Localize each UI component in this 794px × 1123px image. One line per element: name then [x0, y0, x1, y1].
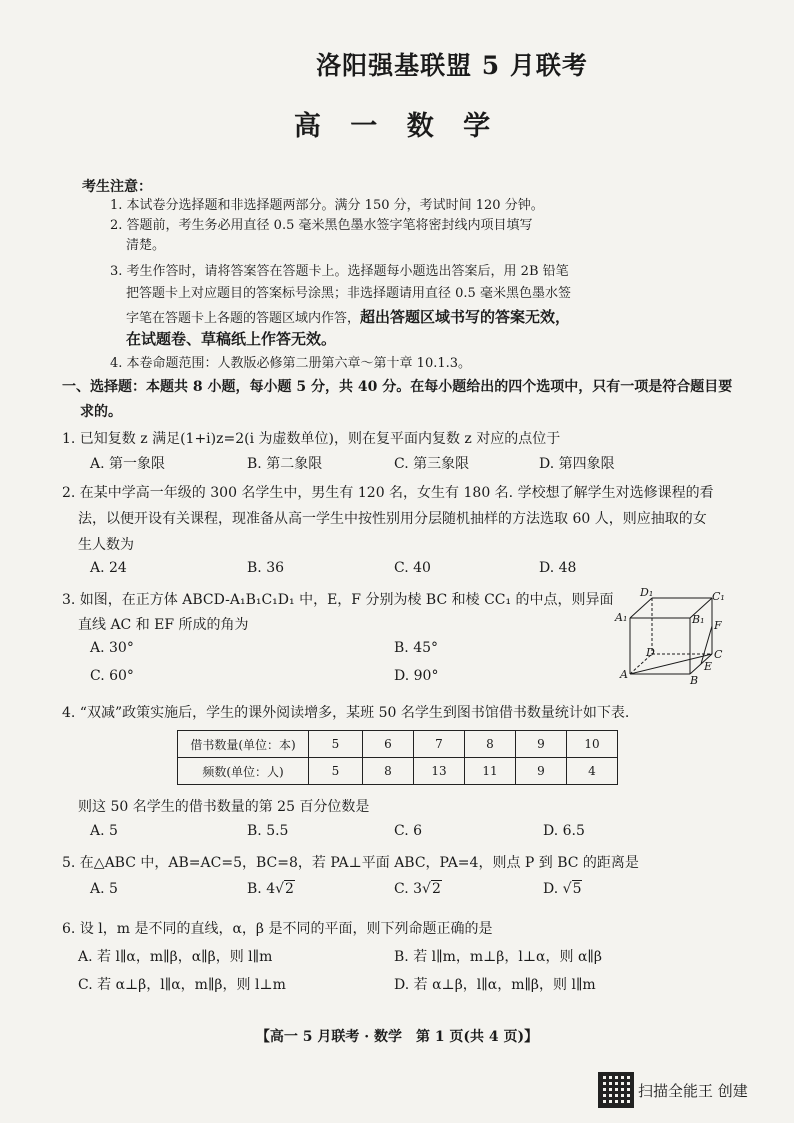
cube-figure — [612, 586, 734, 686]
notice-item-3: 3. 考生作答时，请将答案答在答题卡上。选择题每小题选出答案后，用 2B 铅笔 — [110, 264, 569, 279]
notice-item-2: 2. 答题前，考生务必用直径 0.5 毫米黑色墨水签字笔将密封线内项目填写 — [110, 218, 533, 233]
table-cell: 频数(单位：人) — [178, 758, 309, 785]
q5-option-a: A. 5 — [90, 881, 118, 897]
exam-title: 洛阳强基联盟 5 月联考 — [316, 51, 588, 80]
scanner-watermark: 扫描全能王 创建 — [638, 1082, 748, 1100]
notice-item-3-bold: 在试题卷、草稿纸上作答无效。 — [126, 330, 337, 348]
table-cell: 5 — [309, 731, 363, 758]
q5-option-c: C. 3√2 — [394, 881, 441, 897]
q3-option-c: C. 60° — [90, 668, 134, 684]
table-cell: 9 — [516, 758, 567, 785]
q2-option-d: D. 48 — [539, 560, 577, 576]
table-cell: 借书数量(单位：本) — [178, 731, 309, 758]
segment-ef — [701, 626, 712, 664]
q6-option-d: D. 若 α⊥β，l∥α，m∥β，则 l∥m — [394, 977, 596, 993]
label-b: B — [690, 674, 699, 686]
question-2-line2: 法，以便开设有关课程，现准备从高一学生中按性别用分层随机抽样的方法选取 60 人，则应抽取的女 — [78, 511, 707, 527]
question-3-line1: 3. 如图，在正方体 ABCD-A₁B₁C₁D₁ 中，E，F 分别为棱 BC 和棱 CC₁ 的中点，则异面 — [62, 592, 614, 608]
qr-code-icon — [598, 1072, 634, 1108]
q4-option-d: D. 6.5 — [543, 823, 585, 839]
notice-item-4: 4. 本卷命题范围：人教版必修第二册第六章～第十章 10.1.3。 — [110, 356, 472, 371]
q3-option-a: A. 30° — [90, 640, 134, 656]
notice-item-1: 1. 本试卷分选择题和非选择题两部分。满分 150 分，考试时间 120 分钟。 — [110, 198, 544, 213]
edge-a1d1 — [630, 598, 652, 618]
q6-option-c: C. 若 α⊥β，l∥α，m∥β，则 l⊥m — [78, 977, 286, 993]
label-b1: B₁ — [692, 613, 705, 626]
table-cell: 7 — [414, 731, 465, 758]
table-cell: 11 — [465, 758, 516, 785]
q4-option-c: C. 6 — [394, 823, 423, 839]
q1-option-a: A. 第一象限 — [90, 456, 166, 472]
q3-option-d: D. 90° — [394, 668, 439, 684]
q5-option-b: B. 4√2 — [247, 881, 294, 897]
question-5-stem: 5. 在△ABC 中，AB=AC=5，BC=8，若 PA⊥平面 ABC，PA=4，则点 P 到 BC 的距离是 — [62, 855, 639, 871]
question-2-line3: 生人数为 — [78, 537, 134, 553]
notice-item-2-cont: 清楚。 — [126, 238, 166, 253]
question-2-line1: 2. 在某中学高一年级的 300 名学生中，男生有 120 名，女生有 180 名. 学校想了解学生对选修课程的看 — [62, 485, 714, 501]
table-cell: 6 — [363, 731, 414, 758]
notice-item-3-cont: 把答题卡上对应题目的答案标号涂黑；非选择题请用直径 0.5 毫米黑色墨水签 — [126, 286, 571, 301]
q3-option-b: B. 45° — [394, 640, 439, 656]
notice-heading: 考生注意： — [82, 179, 152, 195]
label-d1: D₁ — [640, 586, 654, 599]
q6-option-b: B. 若 l∥m，m⊥β，l⊥α，则 α∥β — [394, 949, 602, 965]
label-a: A — [620, 668, 628, 681]
q4-option-a: A. 5 — [90, 823, 118, 839]
q6-option-a: A. 若 l∥α，m∥β，α∥β，则 l∥m — [78, 949, 273, 965]
q1-option-b: B. 第二象限 — [247, 456, 323, 472]
question-3-line2: 直线 AC 和 EF 所成的角为 — [78, 617, 249, 633]
section-heading-cont: 求的。 — [80, 404, 122, 420]
page-footer: 【高一 5 月联考 · 数学 第 1 页(共 4 页)】 — [255, 1029, 539, 1045]
question-6-stem: 6. 设 l，m 是不同的直线，α，β 是不同的平面，则下列命题正确的是 — [62, 921, 493, 937]
question-1-stem: 1. 已知复数 z 满足(1+i)z=2(i 为虚数单位)，则在复平面内复数 z 对应的点位于 — [62, 431, 561, 447]
q4-option-b: B. 5.5 — [247, 823, 289, 839]
table-cell: 8 — [363, 758, 414, 785]
table-row — [178, 731, 618, 758]
q2-option-b: B. 36 — [247, 560, 285, 576]
table-cell: 5 — [309, 758, 363, 785]
table-cell: 13 — [414, 758, 465, 785]
q5-option-d: D. √5 — [543, 881, 582, 897]
table-cell: 8 — [465, 731, 516, 758]
question-4-ask: 则这 50 名学生的借书数量的第 25 百分位数是 — [78, 799, 370, 815]
q1-option-c: C. 第三象限 — [394, 456, 470, 472]
table-row — [178, 758, 618, 785]
question-4-stem: 4. “双减”政策实施后，学生的课外阅读增多，某班 50 名学生到图书馆借书数量统计如下表. — [62, 705, 630, 721]
frequency-table — [177, 730, 618, 785]
label-e: E — [704, 660, 713, 673]
table-cell: 10 — [567, 731, 618, 758]
q1-option-d: D. 第四象限 — [539, 456, 615, 472]
q2-option-a: A. 24 — [90, 560, 127, 576]
segment-ac — [630, 654, 712, 674]
exam-subject: 高 一 数 学 — [293, 111, 501, 142]
label-c: C — [714, 648, 723, 661]
section-heading: 一、选择题：本题共 8 小题，每小题 5 分，共 40 分。在每小题给出的四个选项中，只有一项是符合题目要 — [62, 379, 733, 395]
table-cell: 9 — [516, 731, 567, 758]
label-a1: A₁ — [615, 611, 628, 624]
label-c1: C₁ — [712, 590, 725, 603]
notice-item-3-cont2: 字笔在答题卡上各题的答题区域内作答，超出答题区域书写的答案无效， — [126, 308, 571, 326]
q2-option-c: C. 40 — [394, 560, 431, 576]
table-cell: 4 — [567, 758, 618, 785]
label-d: D — [646, 646, 655, 659]
label-f: F — [714, 619, 722, 632]
